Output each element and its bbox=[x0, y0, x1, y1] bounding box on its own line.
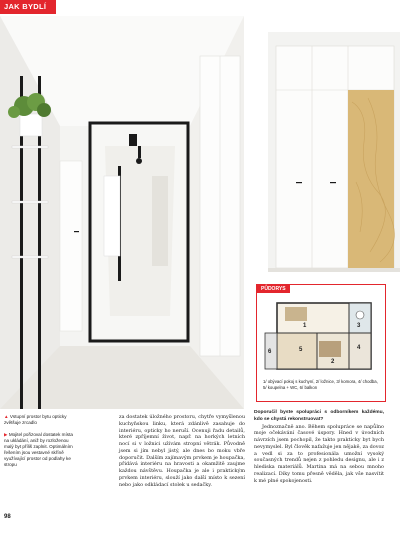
article-column-1 bbox=[119, 414, 245, 488]
caption-1 bbox=[4, 414, 78, 426]
article-column-2 bbox=[254, 410, 384, 484]
room-label-2: 2 bbox=[331, 359, 335, 365]
caption-2 bbox=[4, 432, 78, 469]
article-paragraph-1: za dostatek úložného prostoru, chytře vymyšlenou kuchyňskou linku, která zdánlivě zasahuje do interiéru, opticky ho neruší. Ocenuji řadu detailů, které zpříjemní život, např. na horkých letních nocí si v ložnici užívám stropní větrák. Původně jsem si jím nebyl jistý, ale dnes bo moku vbře doporučit. Dalším zajímavým prvkem je houpačka, přidává interiéru na hravosti a okamžitě zaujme každou návštěvu. Houpačka je ale i praktickým prvkem interiéru, slouží jako další místo k sezení nebo jako odkládací stolek u sedačky. bbox=[119, 414, 245, 488]
caption-arrow-icon: ▲ bbox=[4, 414, 9, 419]
hallway-illustration bbox=[0, 16, 244, 409]
section-tag bbox=[0, 0, 56, 14]
floorplan-title: PŮDORYS bbox=[257, 285, 290, 293]
hallway-photo bbox=[0, 16, 244, 409]
room-label-6: 6 bbox=[268, 349, 272, 355]
room-label-1: 1 bbox=[303, 323, 307, 329]
caption-1-text: Vstupní prostor bytu opticky zvětšuje zrcadlo bbox=[4, 414, 67, 426]
room-label-5: 5 bbox=[299, 347, 303, 353]
room-label-4: 4 bbox=[357, 345, 361, 351]
caption-arrow-icon: ▶ bbox=[4, 432, 8, 437]
floorplan-box bbox=[256, 284, 386, 402]
article-paragraph-2: Jednoznačně ano. Během spolupráce se napůlno moje očekávání časové úspory. Hned v úvodních návrzích jsem pochopil, že takto prakticky byt bych nevymyslel. Byl člověk nafažuje jen nějakě, za dovoz a vedl si za to profesionála umožní vysoký současných trendů nejen z pohledu designu, ale i z hlediska materiálů. Martina má na sebou mnoho realizací. Díky tomu přesně věděla, jak vše nasvítit k mé plné spokojenosti. bbox=[254, 423, 384, 484]
caption-2-text: Mojitel pořizoval dostatek místa na ukládání, aniž by rozloženou malý byt příliš zaplnit. Optimálním řešením jsou vestavné skříně využívající prostor od podlahy ke stropu bbox=[4, 432, 73, 468]
question-heading: Doporučil byste spolupráci s odborníkem každému, kdo se chystá rekonstruovat? bbox=[254, 410, 384, 422]
wardrobe-photo bbox=[268, 32, 400, 272]
floorplan-drawing bbox=[263, 297, 381, 377]
section-label: JAK BYDLÍ bbox=[4, 2, 47, 11]
wardrobe-illustration bbox=[268, 32, 400, 272]
page-number: 98 bbox=[4, 514, 11, 520]
floorplan-legend: 1/ obývací pokoj s kuchyní, 2/ ložnice, 3/ komora, 4/ chodba, 5/ koupelna + WC, 6/ balkon bbox=[263, 379, 378, 390]
room-label-3: 3 bbox=[357, 323, 361, 329]
